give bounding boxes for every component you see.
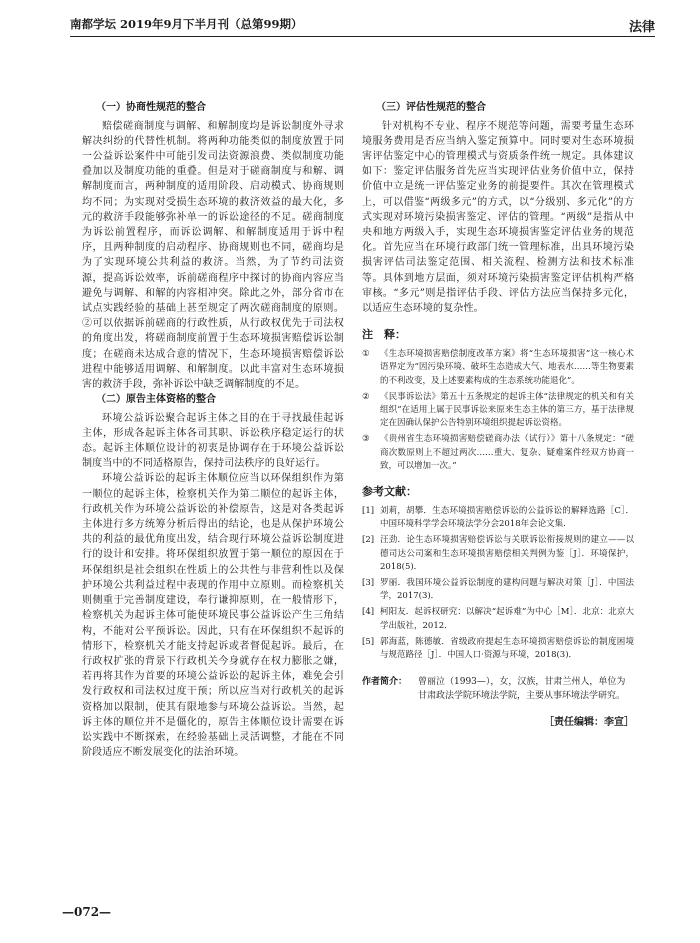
- responsible-editor: ［责任编辑：李宣］: [544, 717, 634, 729]
- author-bio-text: 曾丽泣（1993—），女，汉族，甘肃兰州人，单位为甘肃政法学院环境法学院，主要从事环境法学研究。: [418, 677, 626, 701]
- note-item: [362, 433, 634, 473]
- references-list: [362, 505, 634, 662]
- references-heading: 参考文献：: [362, 484, 417, 498]
- reference-number: [3]: [362, 577, 375, 588]
- author-bio-label: 作者简介：: [362, 677, 408, 688]
- note-text: 《民事诉讼法》第五十五条规定的起诉主体“法律规定的机关和有关组织”在适用上属于民事诉讼来原来生态主体的第三方，基于法律规定在因确认保护公告特别环境组织提起诉讼资格。: [380, 391, 634, 429]
- note-text: 《贵州省生态环境损害赔偿磋商办法（试行）》第十八条规定：“磋商次数原则上不超过两次……重大、复杂、疑难案件经双方协商一致，可以增加一次。”: [380, 434, 634, 471]
- reference-text: 汪劲．论生态环境损害赔偿诉讼与关联诉讼衔接规则的建立——以德司达公司案和生态环境损害赔偿相关判例为鉴［J］．环境保护，2018(5)．: [380, 535, 634, 572]
- paragraph-2: 环境公益诉讼聚合起诉主体之目的在于寻找最佳起诉主体，形成各起诉主体各司其职、诉讼秩序稳定运行的状态。起诉主体顺位设计的初衷是协调存在于环境公益诉讼制度当中的不同适格原告，保持司法秩序的良好运行。: [82, 412, 344, 470]
- author-bio: [362, 676, 634, 703]
- reference-text: 郭海蓝，陈德敏．省级政府提起生态环境损害赔偿诉讼的制度困境与规范路径［J］．中国人口·资源与环境，2018(3)．: [380, 636, 634, 660]
- reference-item: [362, 577, 634, 603]
- reference-text: 刘莉，胡攀．生态环境损害赔偿诉讼的公益诉讼的解释选路［C］．中国环境科学学会环境法学分会2018年会论文集．: [380, 505, 634, 530]
- note-number: ①: [362, 349, 370, 360]
- reference-number: [4]: [362, 607, 375, 618]
- note-number: ③: [362, 434, 370, 445]
- running-header: [70, 14, 655, 37]
- right-column: [362, 100, 634, 728]
- note-text: 《生态环境损害赔偿制度改革方案》将“生态环境损害”这一核心术语界定为“因污染环境、破坏生态造成大气、地表水……等生物要素的不利改变，及上述要素构成的生态系统功能退化”。: [380, 349, 634, 386]
- reference-item: [362, 636, 634, 662]
- section-heading-1: （一）协商性规范的整合: [96, 102, 206, 113]
- paragraph-1: 赔偿磋商制度与调解、和解制度均是诉讼制度外寻求解决纠纷的代替性机制。将两种功能类似的制度放置于同一公益诉讼案件中可能引发司法资源浪费、类似制度功能叠加以及制度功能的重叠。但是对于磋商制度与和解、调解制度而言，两种制度的适用阶段、启动模式、协商规则均不同；为实现对受损生态环境的救济效益的最大化，多元的救济手段能够弥补单一的诉讼途径的不足。磋商制度为诉讼前置程序，而诉讼调解、和解制度适用于诉中程序，且两种制度的启动程序、协商规则也不同，磋商均是为了实现环境公共利益的救济。当然，为了节约司法资源，提高诉讼效率，诉前磋商程序中探讨的协商内容应当避免与调解、和解的内容相冲突。除此之外，部分省市在试点实践经验的基础上甚至规定了两次磋商制度的原则。②可以依据诉前磋商的行政性质，从行政权优先于司法权的角度出发，将磋商制度前置于生态环境损害赔偿诉讼制度；在磋商未达成合意的情况下，生态环境损害赔偿诉讼进程中能够适用调解、和解制度。以此丰富对生态环境损害的救济手段，弥补诉讼中缺乏调解制度的不足。: [82, 120, 344, 390]
- paragraph-3: 环境公益诉讼的起诉主体顺位应当以环保组织作为第一顺位的起诉主体，检察机关作为第二顺位的起诉主体，行政机关作为环境公益诉讼的补偿原告，这是对各类起诉主体进行多方统筹分析后得出的结论，也是从保护环境公共的利益的最优角度出发，结合现行环境公益诉讼制度进行的设计和安排。将环保组织放置于第一顺位的原因在于环保组织是社会组织在性质上的公共性与非营利性以及保护环境公共利益过程中表现的作用中立原则。而检察机关则侧重于完善制度建设，奉行谦抑原则，在一般情形下，检察机关为起诉主体可能使环境民事公益诉讼产生三角结构，不能对公平预诉讼。因此，只有在环保组织不起诉的情形下，检察机关才能支持起诉或者督促起诉。最后，在行政权扩张的背景下行政机关今身就存在权力膨胀之嫌，若再将其作为首要的环境公益诉讼的起诉主体，难免会引发行政权和司法权过度干预；所以应当对行政机关的起诉资格加以限制，使其有限地参与环境公益诉讼。当然，起诉主体的顺位并不是僵化的，原告主体顺位设计需要在诉讼实践中不断探索，在经验基础上灵活调整，才能在不同阶段适应不断发展变化的法治环境。: [82, 473, 344, 759]
- left-column: [82, 100, 344, 760]
- reference-item: [362, 505, 634, 531]
- note-item: [362, 348, 634, 388]
- reference-text: 柯阳友．起诉权研究：以解决“起诉难”为中心［M］．北京：北京大学出版社，2012．: [380, 607, 634, 631]
- reference-number: [2]: [362, 535, 375, 546]
- reference-item: [362, 606, 634, 632]
- notes-list: [362, 348, 634, 473]
- reference-item: [362, 534, 634, 574]
- reference-number: [5]: [362, 636, 375, 647]
- reference-text: 罗丽．我国环境公益诉讼制度的建构问题与解决对策［J］．中国法学，2017(3)．: [380, 577, 634, 602]
- reference-number: [1]: [362, 505, 375, 516]
- page-number: —072—: [62, 905, 112, 919]
- section-heading-2: （二）原告主体资格的整合: [96, 394, 216, 406]
- paragraph-4: 针对机构不专业、程序不规范等问题，需要考量生态环境服务费用是否应当纳入鉴定预算中。同时要对生态环境损害评估鉴定中心的管理模式与资质条件统一规定。具体建议如下：鉴定评估服务首先应当实现评估业务价值中立，保持价值中立是统一评估鉴定业务的前提要件。其次在管理模式上，可以借鉴“两级多元”的方式，以“分级别、多元化”的方式实现对环境污染损害鉴定、评估的管理。“两级”是指从中央和地方两级入手，实现生态环境损害鉴定评估业务的规范化。首先应当在环境行政部门统一管理标准，出具环境污染损害评估司法鉴定范围、相关流程、检测方法和技术标准等。具体到地方层面，须对环境污染损害鉴定评估机构严格审核。“多元”则是指评估手段、评估方法应当保持多元化，以适应生态环境的复杂性。: [362, 120, 634, 314]
- note-item: [362, 391, 634, 431]
- notes-heading: 注 释：: [362, 328, 406, 342]
- journal-title: 南都学坛 2019年9月下半月刊（总第99期）: [70, 17, 303, 31]
- section-heading-3: （三）评估性规范的整合: [376, 102, 486, 113]
- section-name: 法律: [628, 20, 655, 35]
- note-number: ②: [362, 391, 370, 402]
